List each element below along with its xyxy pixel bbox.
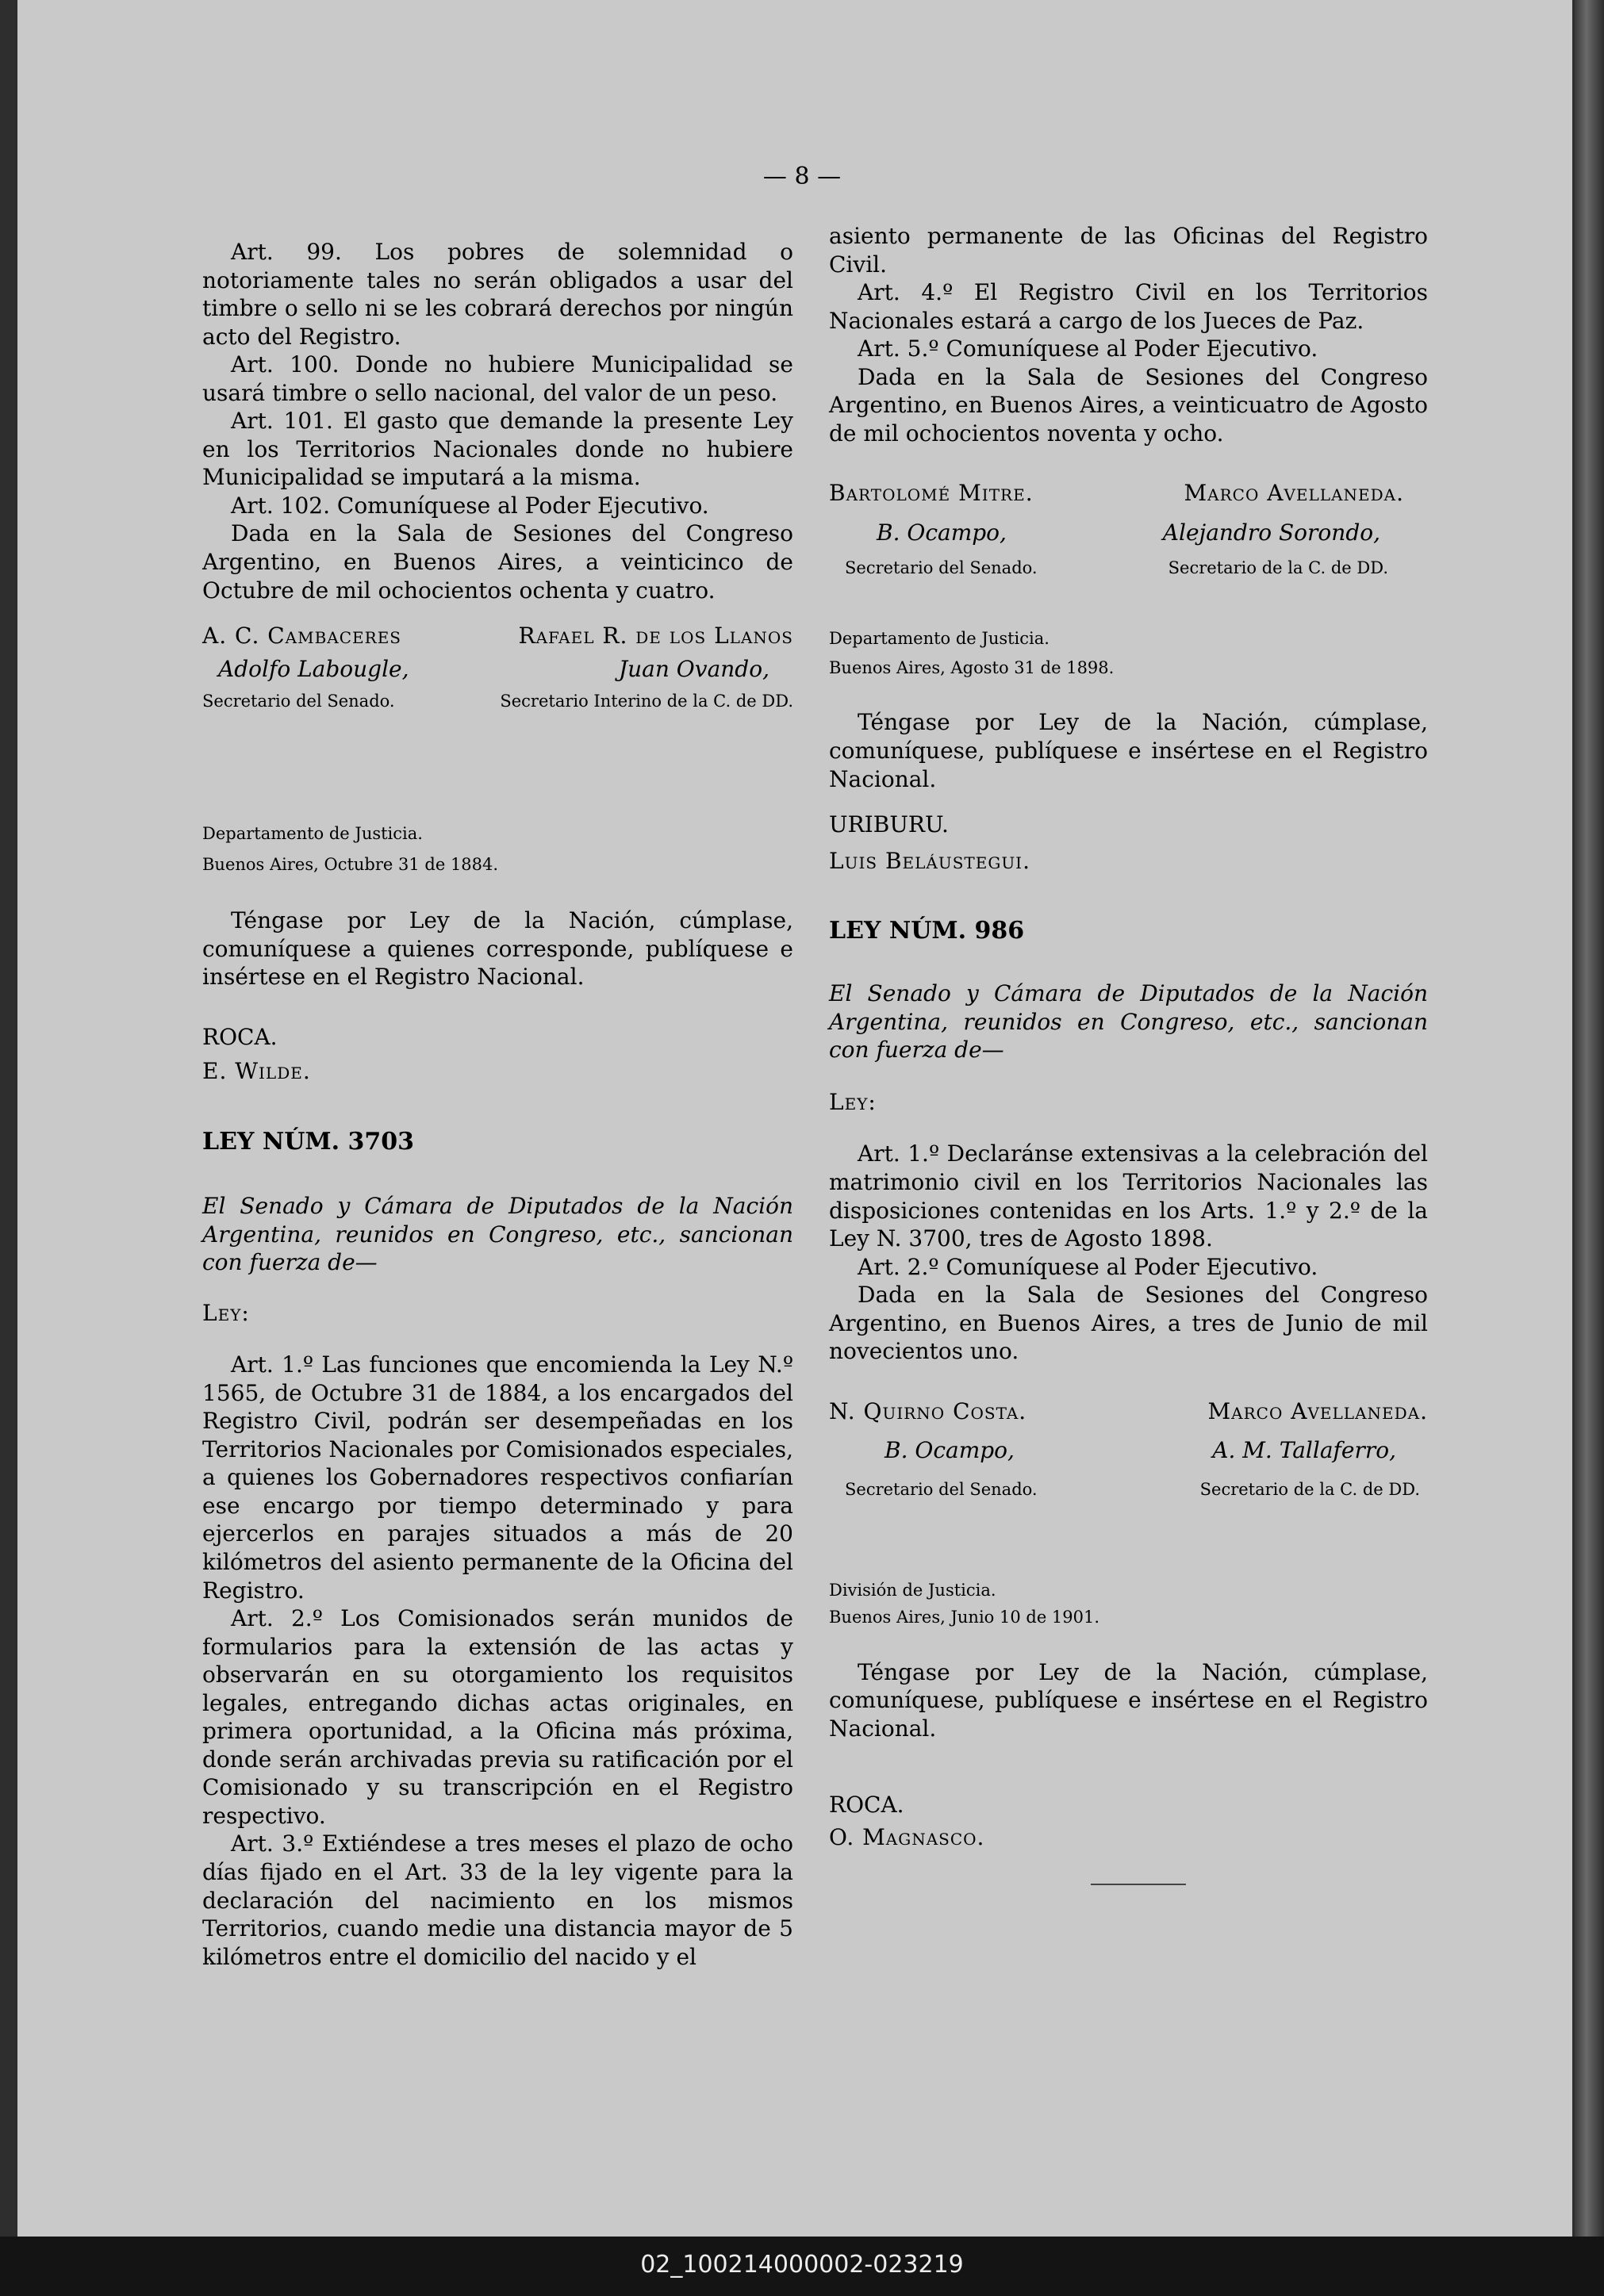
secretary-name: A. M. Tallaferro, bbox=[1212, 1437, 1396, 1464]
secretary-role: Secretario del Senado. bbox=[845, 1479, 1038, 1499]
decree-date: Buenos Aires, Junio 10 de 1901. bbox=[829, 1608, 1100, 1627]
law-title: LEY NÚM. 986 bbox=[829, 917, 1025, 945]
secretary-name: B. Ocampo, bbox=[877, 519, 1007, 546]
signature-block bbox=[829, 479, 1428, 508]
secretary-name: B. Ocampo, bbox=[885, 1437, 1015, 1464]
ley-heading: Ley: bbox=[202, 1299, 250, 1326]
signatory-name: Bartolomé Mitre. bbox=[829, 480, 1034, 507]
decree-date: Buenos Aires, Octubre 31 de 1884. bbox=[202, 854, 499, 874]
article-paragraph: Art. 1.º Las funciones que encomienda la Ley N.º 1565, de Octubre 31 de 1884, a los encargados del Registro Civil, podrán ser desempeñadas en los Territorios Nacionales por Comisionados especiales, a quienes los Gobernadores respectivos confiarían ese encargo por tiempo determinado y para ejercerlos en parajes situados a más de 20 kilómetros del asiento permanente de la Oficina del Registro. bbox=[202, 1351, 793, 1604]
signatory-name: Marco Avellaneda. bbox=[1184, 480, 1404, 507]
article-paragraph: Dada en la Sala de Sesiones del Congreso Argentino, en Buenos Aires, a veinticinco de Octubre de mil ochocientos ochenta y cuatro. bbox=[202, 520, 793, 604]
secretary-role: Secretario de la C. de DD. bbox=[1168, 558, 1388, 578]
signatory-name: N. Quirno Costa. bbox=[829, 1397, 1027, 1424]
article-paragraph: Art. 4.º El Registro Civil en los Territorios Nacionales estará a cargo de los Jueces de Paz. bbox=[829, 279, 1428, 334]
minister-signature: O. Magnasco. bbox=[829, 1824, 985, 1851]
article-paragraph: Art. 1.º Declaránse extensivas a la celebración del matrimonio civil en los Territorios Nacionales las disposiciones contenidas en los Arts. 1.º y 2.º de la Ley N. 3700, tres de Agosto 1898. bbox=[829, 1140, 1428, 1252]
decree-date: Buenos Aires, Agosto 31 de 1898. bbox=[829, 657, 1115, 677]
secretary-name: Alejandro Sorondo, bbox=[1162, 519, 1380, 546]
president-signature: URIBURU. bbox=[829, 811, 949, 838]
department: Departamento de Justicia. bbox=[202, 823, 423, 843]
president-signature: ROCA. bbox=[202, 1023, 278, 1050]
signature-block bbox=[829, 546, 1428, 579]
law-preamble: El Senado y Cámara de Diputados de la Nación Argentina, reunidos en Congreso, etc., sancionan con fuerza de— bbox=[829, 980, 1428, 1064]
article-paragraph: Art. 2.º Comuníquese al Poder Ejecutivo. bbox=[858, 1253, 1318, 1280]
signature-block bbox=[829, 1465, 1428, 1501]
decree-text: Téngase por Ley de la Nación, cúmplase, comuníquese a quienes corresponde, publíquese e insértese en el Registro Nacional. bbox=[202, 907, 793, 991]
president-signature: ROCA. bbox=[829, 1791, 904, 1818]
department: Departamento de Justicia. bbox=[829, 629, 1050, 649]
signatory-name: Marco Avellaneda. bbox=[1207, 1397, 1428, 1424]
secretary-role: Secretario del Senado. bbox=[202, 692, 395, 711]
signature-block bbox=[829, 508, 1428, 547]
scan-id: 02_100214000002-023219 bbox=[640, 2251, 964, 2279]
law-title: LEY NÚM. 3703 bbox=[202, 1127, 414, 1156]
signature-block bbox=[829, 1425, 1428, 1465]
secretary-role: Secretario Interino de la C. de DD. bbox=[500, 692, 793, 711]
article-paragraph: Art. 5.º Comuníquese al Poder Ejecutivo. bbox=[858, 335, 1318, 362]
minister-signature: E. Wilde. bbox=[202, 1058, 311, 1085]
signatory-name: Rafael R. de los Llanos bbox=[518, 623, 793, 650]
signature-block bbox=[202, 683, 793, 712]
article-paragraph: Dada en la Sala de Sesiones del Congreso Argentino, en Buenos Aires, a tres de Junio de mil novecientos uno. bbox=[829, 1282, 1428, 1365]
law-preamble: El Senado y Cámara de Diputados de la Nación Argentina, reunidos en Congreso, etc., sancionan con fuerza de— bbox=[202, 1193, 793, 1276]
secretary-role: Secretario de la C. de DD. bbox=[1199, 1479, 1420, 1499]
article-paragraph: Art. 100. Donde no hubiere Municipalidad se usará timbre o sello nacional, del valor de un peso. bbox=[202, 351, 793, 406]
article-paragraph: Art. 2.º Los Comisionados serán munidos de formularios para la extensión de las actas y observarán en su otorgamiento los requisitos legales, entregando dichas actas originales, en primera oportunidad, a la Oficina más próxima, donde serán archivadas previa su ratificación por el Comisionado y su transcripción en el Registro respectivo. bbox=[202, 1605, 793, 1829]
article-paragraph: Art. 102. Comuníquese al Poder Ejecutivo. bbox=[231, 492, 709, 519]
article-paragraph: Art. 3.º Extiéndese a tres meses el plazo de ocho días fijado en el Art. 33 de la ley vigente para la declaración del nacimiento en los mismos Territorios, cuando medie una distancia mayor de 5 kilómetros entre el domicilio del nacido y el bbox=[202, 1830, 793, 1970]
decree-text: Téngase por Ley de la Nación, cúmplase, comuníquese, publíquese e insértese en el Registro Nacional. bbox=[829, 1658, 1428, 1742]
signature-block bbox=[202, 650, 793, 684]
right-column bbox=[829, 222, 1428, 1885]
signature-block bbox=[829, 1397, 1428, 1426]
signature-block bbox=[202, 622, 793, 650]
minister-signature: Luis Beláustegui. bbox=[829, 847, 1030, 874]
department: División de Justicia. bbox=[829, 1580, 996, 1600]
page-number: — 8 — bbox=[762, 163, 842, 190]
left-column bbox=[202, 238, 793, 1971]
ley-heading: Ley: bbox=[829, 1088, 877, 1115]
article-paragraph: Art. 101. El gasto que demande la presente Ley en los Territorios Nacionales donde no hubiere Municipalidad se imputará a la misma. bbox=[202, 408, 793, 491]
closing-rule bbox=[1091, 1884, 1186, 1885]
article-continuation: asiento permanente de las Oficinas del Registro Civil. bbox=[829, 223, 1428, 278]
signatory-name: A. C. Cambaceres bbox=[202, 623, 401, 650]
article-paragraph: Dada en la Sala de Sesiones del Congreso Argentino, en Buenos Aires, a veinticuatro de Agosto de mil ochocientos noventa y ocho. bbox=[829, 363, 1428, 447]
secretary-name: Juan Ovando, bbox=[618, 655, 769, 682]
secretary-name: Adolfo Labougle, bbox=[218, 655, 409, 682]
decree-text: Téngase por Ley de la Nación, cúmplase, comuníquese, publíquese e insértese en el Registro Nacional. bbox=[829, 709, 1428, 792]
secretary-role: Secretario del Senado. bbox=[845, 558, 1038, 578]
book-binding-edge bbox=[1575, 0, 1604, 2237]
article-paragraph: Art. 99. Los pobres de solemnidad o notoriamente tales no serán obligados a usar del timbre o sello ni se les cobrará derechos por ningún acto del Registro. bbox=[202, 239, 793, 350]
